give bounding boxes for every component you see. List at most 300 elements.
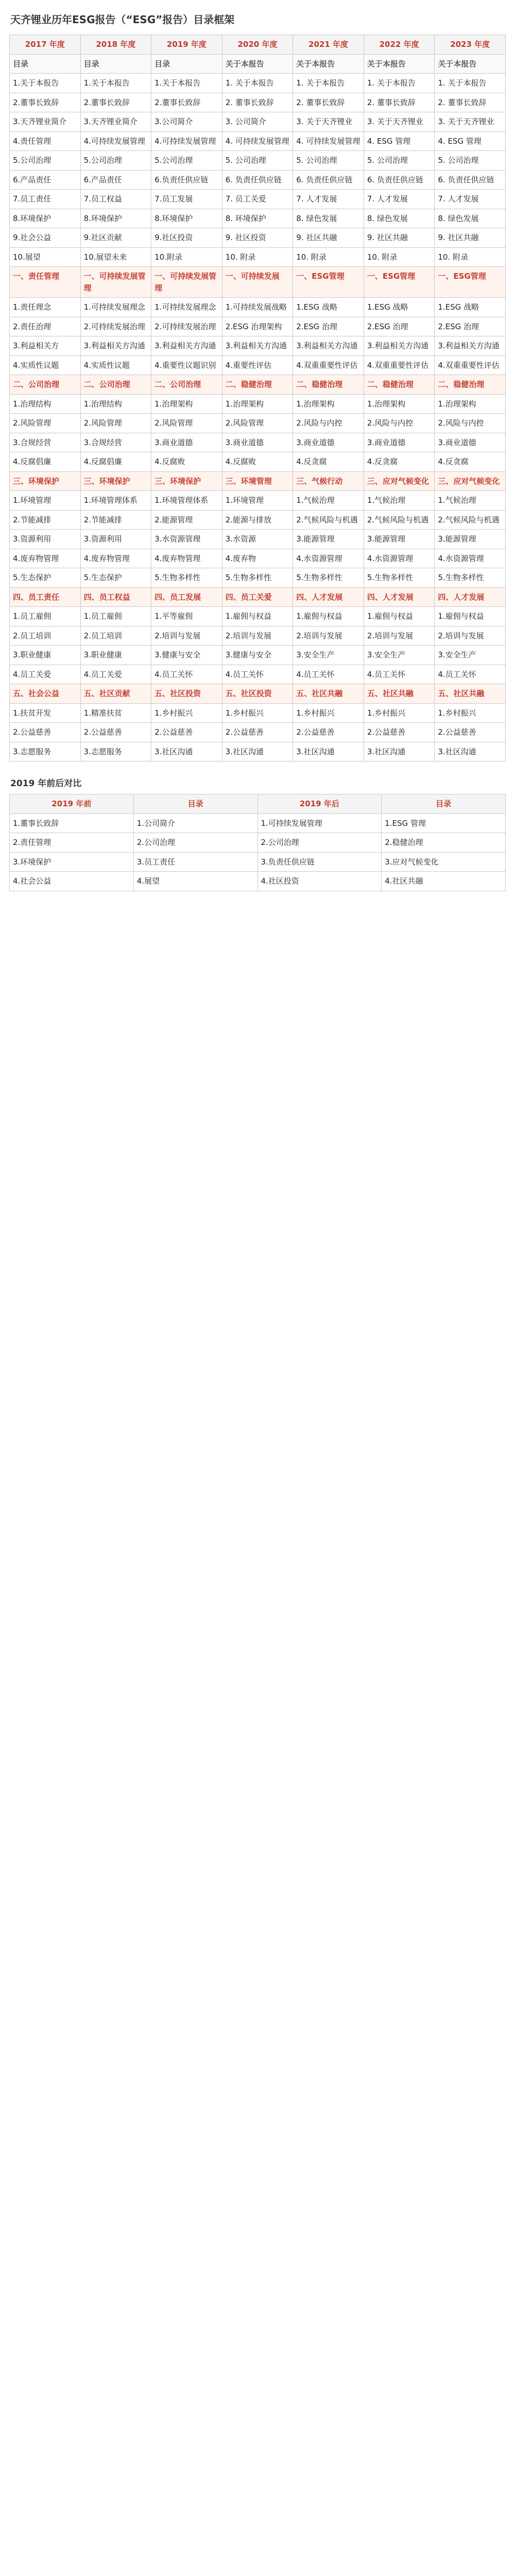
toc-cell: 8.环境保护 [10,209,81,228]
chapter-item-row [10,510,506,530]
chapter-item-cell: 1.ESG 战略 [364,298,435,317]
chapter-item-cell: 4.反贪腐 [364,452,435,472]
chapter-item-cell: 1.治理架构 [364,394,435,414]
chapter-item-cell: 4.员工关怀 [222,665,293,684]
sub-header-cell: 关于本报告 [435,54,506,74]
toc-cell: 5.公司治理 [151,151,222,171]
toc-cell: 9. 社区共融 [364,228,435,248]
chapter-cell: 四、人才发展 [293,587,364,607]
toc-cell: 5.公司治理 [80,151,151,171]
chapter-item-cell: 1.可持续发展理念 [80,298,151,317]
chapter-item-cell: 1.员工雇佣 [10,607,81,626]
chapter-item-row [10,549,506,568]
chapter-item-cell: 3.利益相关方沟通 [364,336,435,356]
chapter-item-cell: 4.双重重要性评估 [364,355,435,375]
compare-header-row [10,794,506,814]
chapter-cell: 三、环境保护 [10,471,81,491]
chapter-item-row [10,317,506,336]
chapter-cell: 一、可持续发展 [222,267,293,298]
toc-cell: 8. 绿色发展 [293,209,364,228]
toc-cell: 9. 社区共融 [293,228,364,248]
chapter-item-cell: 3.利益相关方沟通 [293,336,364,356]
chapter-item-cell: 1.乡村振兴 [151,703,222,723]
compare-row [10,852,506,872]
toc-cell: 3. 关于天齐锂业 [364,112,435,132]
chapter-item-cell: 1.治理架构 [151,394,222,414]
chapter-item-cell: 4.水资源管理 [435,549,506,568]
chapter-cell: 四、员工责任 [10,587,81,607]
compare-header: 2019 年前 [10,794,134,814]
chapter-cell: 三、气候行动 [293,471,364,491]
year-header: 2018 年度 [80,35,151,55]
chapter-cell: 二、公司治理 [80,375,151,395]
chapter-item-cell: 1.环境管理体系 [151,491,222,511]
chapter-item-cell: 3.利益相关方沟通 [151,336,222,356]
toc-cell: 2. 董事长致辞 [364,93,435,112]
compare-cell: 2.责任管理 [10,833,134,853]
chapter-item-cell: 1.ESG 战略 [293,298,364,317]
chapter-item-cell: 2.ESG 治理 [435,317,506,336]
chapter-item-cell: 2.风险与内控 [293,414,364,433]
chapter-item-cell: 4.员工关怀 [151,665,222,684]
chapter-item-cell: 3.健康与安全 [222,646,293,665]
toc-cell: 4. ESG 管理 [364,131,435,151]
year-header-row [10,35,506,55]
chapter-item-cell: 1.气候治理 [364,491,435,511]
chapter-item-cell: 5.生态保护 [80,568,151,588]
chapter-item-row [10,433,506,452]
chapter-item-cell: 4.水资源管理 [364,549,435,568]
toc-cell: 1.关于本报告 [80,74,151,93]
chapter-item-cell: 1.乡村振兴 [435,703,506,723]
toc-cell: 3.天齐锂业简介 [10,112,81,132]
chapter-item-cell: 2.可持续发展治理 [80,317,151,336]
chapter-item-cell: 3.商业道德 [293,433,364,452]
compare-cell: 3.环境保护 [10,852,134,872]
chapter-item-cell: 5.生物多样性 [222,568,293,588]
chapter-item-row [10,742,506,761]
toc-cell: 2.董事长致辞 [80,93,151,112]
compare-title: 2019 年前后对比 [10,778,82,789]
chapter-item-cell: 3.商业道德 [222,433,293,452]
chapter-cell: 二、公司治理 [10,375,81,395]
chapter-item-cell: 2.公益慈善 [435,723,506,742]
year-header: 2022 年度 [364,35,435,55]
toc-cell: 5. 公司治理 [222,151,293,171]
toc-cell: 8.环境保护 [80,209,151,228]
chapter-item-cell: 4.员工关怀 [364,665,435,684]
chapter-item-cell: 4.废弃物管理 [151,549,222,568]
chapter-item-cell: 1.雇佣与权益 [293,607,364,626]
toc-cell: 5. 公司治理 [435,151,506,171]
chapter-item-cell: 1.气候治理 [435,491,506,511]
compare-cell: 1.可持续发展管理 [258,814,382,833]
chapter-item-cell: 1.环境管理 [222,491,293,511]
toc-cell: 5.公司治理 [10,151,81,171]
chapter-item-cell: 2.公益慈善 [293,723,364,742]
compare-cell: 2.稳健治理 [382,833,506,853]
chapter-item-cell: 4.实质性议题 [80,355,151,375]
chapter-item-cell: 1.治理架构 [435,394,506,414]
chapter-item-cell: 2.公益慈善 [80,723,151,742]
compare-cell: 3.员工责任 [133,852,258,872]
toc-cell: 2.董事长致辞 [151,93,222,112]
toc-cell: 6.产品责任 [10,170,81,190]
chapter-cell: 二、稳健治理 [435,375,506,395]
chapter-item-cell: 1.治理结构 [10,394,81,414]
chapter-item-cell: 1.环境管理体系 [80,491,151,511]
chapter-item-cell: 4.双重重要性评估 [293,355,364,375]
chapter-item-cell: 3.职业健康 [80,646,151,665]
toc-row [10,170,506,190]
chapter-cell: 二、公司治理 [151,375,222,395]
chapter-item-row [10,491,506,511]
compare-cell: 4.社区共融 [382,872,506,891]
toc-cell: 7.员工权益 [80,190,151,209]
chapter-item-cell: 3.志愿服务 [10,742,81,761]
toc-cell: 1.关于本报告 [151,74,222,93]
toc-cell: 2. 董事长致辞 [293,93,364,112]
toc-cell: 2. 董事长致辞 [435,93,506,112]
chapter-item-cell: 3.水资源 [222,530,293,549]
toc-cell: 4.责任管理 [10,131,81,151]
chapter-item-cell: 2.培训与发展 [293,626,364,646]
chapter-item-cell: 2.员工培训 [10,626,81,646]
chapter-item-cell: 1.可持续发展理念 [151,298,222,317]
chapter-item-cell: 1.气候治理 [293,491,364,511]
chapter-item-cell: 2.能源与排放 [222,510,293,530]
chapter-item-cell: 5.生物多样性 [364,568,435,588]
chapter-item-cell: 4.反腐败 [151,452,222,472]
chapter-item-cell: 3.安全生产 [293,646,364,665]
chapter-item-cell: 2.气候风险与机遇 [364,510,435,530]
toc-cell: 1. 关于本报告 [435,74,506,93]
chapter-item-cell: 2.气候风险与机遇 [435,510,506,530]
chapter-item-cell: 3.能源管理 [293,530,364,549]
compare-row [10,833,506,853]
chapter-item-cell: 3.商业道德 [364,433,435,452]
sub-header-cell: 目录 [80,54,151,74]
toc-cell: 3. 关于天齐锂业 [293,112,364,132]
toc-cell: 1. 关于本报告 [364,74,435,93]
chapter-cell: 三、应对气候变化 [435,471,506,491]
chapter-item-cell: 3.社区沟通 [222,742,293,761]
chapter-item-cell: 1.雇佣与权益 [222,607,293,626]
chapter-row [10,375,506,395]
chapter-item-cell: 2.公益慈善 [10,723,81,742]
compare-table [9,794,506,891]
toc-row [10,131,506,151]
chapter-item-cell: 3.志愿服务 [80,742,151,761]
chapter-item-cell: 1.员工雇佣 [80,607,151,626]
chapter-item-cell: 1.乡村振兴 [293,703,364,723]
toc-cell: 8. 环境保护 [222,209,293,228]
chapter-cell: 三、应对气候变化 [364,471,435,491]
toc-cell: 8. 绿色发展 [364,209,435,228]
chapter-item-cell: 3.能源管理 [364,530,435,549]
chapter-item-cell: 2.风险与内控 [364,414,435,433]
chapter-item-cell: 3.能源管理 [435,530,506,549]
chapter-item-cell: 4.实质性议题 [10,355,81,375]
chapter-item-cell: 2.风险与内控 [435,414,506,433]
chapter-item-row [10,355,506,375]
chapter-item-row [10,626,506,646]
chapter-item-cell: 5.生态保护 [10,568,81,588]
chapter-cell: 四、员工权益 [80,587,151,607]
report-page [0,0,515,907]
chapter-item-cell: 1.平等雇佣 [151,607,222,626]
toc-cell: 6. 负责任供应链 [435,170,506,190]
toc-cell: 6. 负责任供应链 [364,170,435,190]
chapter-item-cell: 3.安全生产 [435,646,506,665]
chapter-item-row [10,646,506,665]
toc-cell: 4.可持续发展管理 [151,131,222,151]
framework-table [9,35,506,761]
toc-cell: 5. 公司治理 [293,151,364,171]
toc-cell: 7. 员工关爱 [222,190,293,209]
chapter-item-cell: 2.培训与发展 [151,626,222,646]
chapter-item-cell: 3.社区沟通 [364,742,435,761]
chapter-item-cell: 2.公益慈善 [151,723,222,742]
chapter-item-row [10,414,506,433]
toc-row [10,151,506,171]
section-gap [9,761,506,776]
chapter-item-cell: 3.合规经营 [10,433,81,452]
chapter-cell: 一、ESG管理 [364,267,435,298]
chapter-cell: 一、可持续发展管理 [151,267,222,298]
toc-cell: 7. 人才发展 [293,190,364,209]
chapter-item-cell: 3.水资源管理 [151,530,222,549]
chapter-item-cell: 1.扶贫开发 [10,703,81,723]
chapter-item-cell: 2.培训与发展 [435,626,506,646]
year-header: 2019 年度 [151,35,222,55]
compare-cell: 1.ESG 管理 [382,814,506,833]
chapter-item-cell: 2.节能减排 [80,510,151,530]
toc-cell: 10. 附录 [435,247,506,267]
chapter-item-cell: 2.ESG 治理 [364,317,435,336]
chapter-item-cell: 4.废弃物 [222,549,293,568]
chapter-item-cell: 4.双重重要性评估 [435,355,506,375]
chapter-cell: 二、稳健治理 [364,375,435,395]
chapter-item-cell: 3.合规经营 [80,433,151,452]
toc-row [10,74,506,93]
compare-header: 目录 [133,794,258,814]
chapter-row [10,267,506,298]
chapter-item-cell: 5.生物多样性 [151,568,222,588]
chapter-row [10,471,506,491]
chapter-item-cell: 3.利益相关方沟通 [222,336,293,356]
toc-cell: 1.关于本报告 [10,74,81,93]
chapter-item-cell: 2.培训与发展 [364,626,435,646]
sub-header-cell: 关于本报告 [222,54,293,74]
toc-cell: 9. 社区共融 [435,228,506,248]
toc-cell: 3.公司简介 [151,112,222,132]
toc-cell: 10. 附录 [364,247,435,267]
chapter-item-cell: 1.可持续发展战略 [222,298,293,317]
chapter-item-cell: 2.风险管理 [80,414,151,433]
toc-cell: 6. 负责任供应链 [222,170,293,190]
toc-cell: 7. 人才发展 [364,190,435,209]
chapter-item-row [10,452,506,472]
chapter-item-cell: 2.ESG 治理 [293,317,364,336]
chapter-item-cell: 1.治理结构 [80,394,151,414]
chapter-item-row [10,607,506,626]
toc-cell: 3. 关于天齐锂业 [435,112,506,132]
toc-cell: 3. 公司简介 [222,112,293,132]
chapter-item-cell: 2.公益慈善 [222,723,293,742]
chapter-cell: 四、员工发展 [151,587,222,607]
chapter-cell: 三、环境保护 [151,471,222,491]
compare-cell: 4.社会公益 [10,872,134,891]
chapter-item-cell: 1.雇佣与权益 [364,607,435,626]
chapter-cell: 五、社会公益 [10,684,81,704]
chapter-item-cell: 4.水资源管理 [293,549,364,568]
toc-cell: 10. 附录 [293,247,364,267]
toc-row [10,228,506,248]
toc-cell: 1. 关于本报告 [293,74,364,93]
chapter-item-cell: 4.重要性评估 [222,355,293,375]
chapter-item-cell: 3.利益相关方沟通 [435,336,506,356]
page-title: 天齐锂业历年ESG报告（“ESG”报告）目录框架 [10,13,235,26]
toc-cell: 1. 关于本报告 [222,74,293,93]
chapter-cell: 五、社区共融 [435,684,506,704]
year-header: 2021 年度 [293,35,364,55]
toc-row [10,190,506,209]
chapter-item-row [10,568,506,588]
chapter-cell: 一、责任管理 [10,267,81,298]
toc-cell: 10.展望 [10,247,81,267]
chapter-item-cell: 4.员工关爱 [80,665,151,684]
chapter-cell: 四、员工关爱 [222,587,293,607]
compare-cell: 2.公司治理 [258,833,382,853]
toc-cell: 6. 负责任供应链 [293,170,364,190]
compare-cell: 1.公司简介 [133,814,258,833]
year-header: 2020 年度 [222,35,293,55]
toc-cell: 9. 社区投资 [222,228,293,248]
chapter-item-cell: 2.责任治理 [10,317,81,336]
chapter-item-cell: 5.生物多样性 [435,568,506,588]
chapter-item-cell: 4.重要性议题识别 [151,355,222,375]
chapter-cell: 一、ESG管理 [435,267,506,298]
chapter-item-cell: 2.能源管理 [151,510,222,530]
toc-cell: 4. 可持续发展管理 [293,131,364,151]
sub-header-cell: 目录 [151,54,222,74]
toc-cell: 7.员工责任 [10,190,81,209]
chapter-item-cell: 3.利益相关方 [10,336,81,356]
chapter-row [10,587,506,607]
chapter-item-cell: 2.风险管理 [10,414,81,433]
chapter-cell: 二、稳健治理 [293,375,364,395]
chapter-item-cell: 4.员工关爱 [10,665,81,684]
year-header: 2017 年度 [10,35,81,55]
chapter-item-row [10,703,506,723]
toc-cell: 6.负责任供应链 [151,170,222,190]
chapter-item-cell: 3.健康与安全 [151,646,222,665]
compare-cell: 3.应对气候变化 [382,852,506,872]
chapter-item-cell: 2.风险管理 [222,414,293,433]
chapter-item-cell: 4.反腐倡廉 [80,452,151,472]
toc-cell: 7. 人才发展 [435,190,506,209]
toc-row [10,247,506,267]
compare-header: 目录 [382,794,506,814]
chapter-item-cell: 1.环境管理 [10,491,81,511]
year-header: 2023 年度 [435,35,506,55]
chapter-item-row [10,665,506,684]
chapter-item-cell: 2.培训与发展 [222,626,293,646]
sub-header-cell: 关于本报告 [293,54,364,74]
toc-row [10,112,506,132]
chapter-item-cell: 1.乡村振兴 [364,703,435,723]
chapter-cell: 五、社区投资 [151,684,222,704]
compare-row [10,872,506,891]
toc-cell: 9.社区贡献 [80,228,151,248]
chapter-item-cell: 1.雇佣与权益 [435,607,506,626]
toc-cell: 4. 可持续发展管理 [222,131,293,151]
chapter-item-cell: 2.员工培训 [80,626,151,646]
chapter-item-cell: 3.职业健康 [10,646,81,665]
chapter-item-cell: 2.气候风险与机遇 [293,510,364,530]
toc-cell: 8.环境保护 [151,209,222,228]
sub-header-row [10,54,506,74]
toc-cell: 9.社会公益 [10,228,81,248]
chapter-item-row [10,298,506,317]
chapter-item-cell: 3.资源利用 [80,530,151,549]
chapter-item-cell: 4.反腐败 [222,452,293,472]
chapter-item-row [10,723,506,742]
toc-cell: 7.员工发展 [151,190,222,209]
toc-cell: 4.可持续发展管理 [80,131,151,151]
chapter-item-row [10,336,506,356]
chapter-item-cell: 1.ESG 战略 [435,298,506,317]
compare-cell: 3.负责任供应链 [258,852,382,872]
chapter-item-row [10,394,506,414]
chapter-cell: 四、人才发展 [435,587,506,607]
chapter-item-cell: 3.利益相关方沟通 [80,336,151,356]
chapter-item-cell: 3.社区沟通 [435,742,506,761]
chapter-cell: 三、环境管理 [222,471,293,491]
chapter-cell: 一、可持续发展管理 [80,267,151,298]
compare-cell: 2.公司治理 [133,833,258,853]
chapter-item-cell: 3.资源利用 [10,530,81,549]
chapter-item-cell: 3.商业道德 [151,433,222,452]
toc-cell: 2. 董事长致辞 [222,93,293,112]
chapter-cell: 四、人才发展 [364,587,435,607]
toc-cell: 6.产品责任 [80,170,151,190]
toc-cell: 3.天齐锂业简介 [80,112,151,132]
chapter-item-cell: 1.治理架构 [293,394,364,414]
framework-body [10,54,506,761]
compare-cell: 1.董事长致辞 [10,814,134,833]
chapter-item-cell: 1.责任理念 [10,298,81,317]
chapter-item-row [10,530,506,549]
chapter-item-cell: 3.社区沟通 [293,742,364,761]
toc-cell: 10.展望未来 [80,247,151,267]
chapter-item-cell: 1.精准扶贫 [80,703,151,723]
toc-cell: 4. ESG 管理 [435,131,506,151]
chapter-item-cell: 2.风险管理 [151,414,222,433]
chapter-item-cell: 1.乡村振兴 [222,703,293,723]
toc-cell: 2.董事长致辞 [10,93,81,112]
chapter-cell: 五、社区投资 [222,684,293,704]
chapter-item-cell: 4.反腐倡廉 [10,452,81,472]
toc-row [10,209,506,228]
compare-cell: 4.社区投资 [258,872,382,891]
chapter-item-cell: 2.公益慈善 [364,723,435,742]
chapter-cell: 三、环境保护 [80,471,151,491]
compare-cell: 4.展望 [133,872,258,891]
toc-cell: 10. 附录 [222,247,293,267]
chapter-item-cell: 4.废弃物管理 [10,549,81,568]
